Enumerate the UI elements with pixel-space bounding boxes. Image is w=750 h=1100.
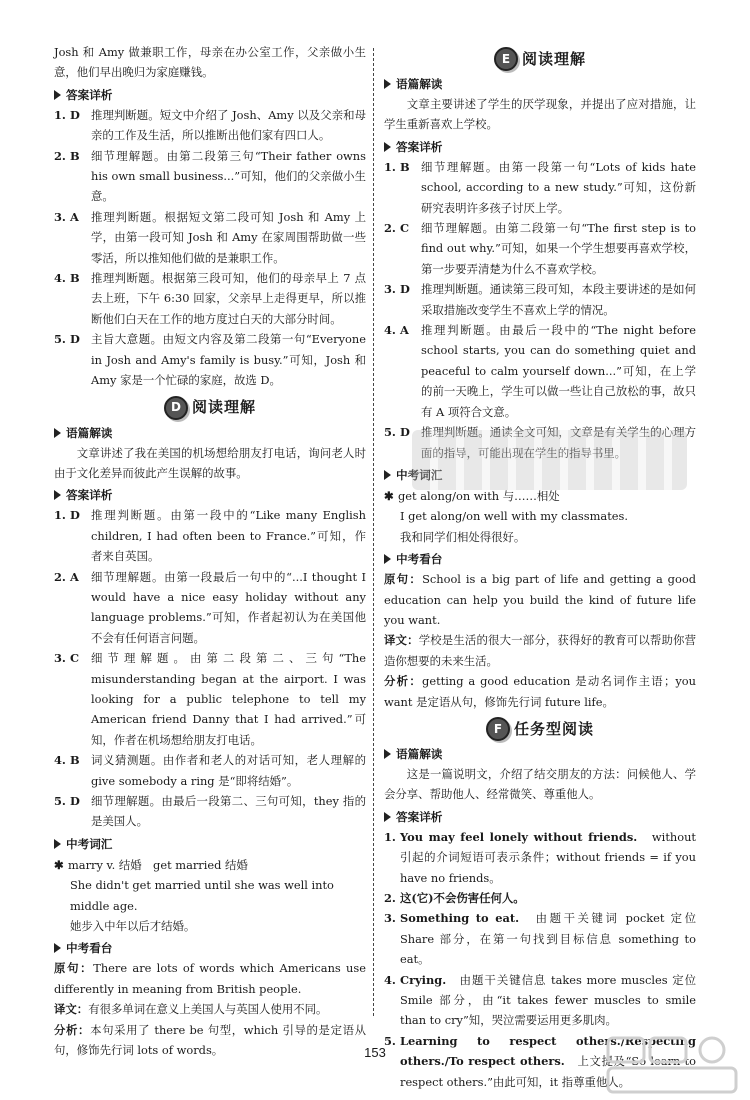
column-divider — [373, 48, 374, 1016]
answer-item: 5. D 推理判断题。通读全文可知，文章是有关学生的心理方面的指导，可能出现在学生的指导书里。 — [384, 425, 696, 460]
vocab-word: get along/on with 与……相处 — [398, 488, 560, 503]
answer-item: 4. B 推理判断题。根据第三段可知，他们的母亲早上 7 点去上班，下午 6:30 回家，父亲早上走得更早，所以推断他们白天在工作的地方度过白天的大部分时间。 — [54, 271, 366, 326]
section-title: 阅读理解 — [521, 49, 586, 68]
section-title: 阅读理解 — [191, 398, 256, 417]
triangle-icon — [54, 943, 61, 953]
watch-heading: 中考看台 — [384, 550, 696, 568]
answer-item: 2. C 细节理解题。由第二段第一句“The first step is to find out why.”可知，如果一个学生想要再喜欢学校，第一步要弄清楚为什么不喜欢学校。 — [384, 221, 696, 276]
analysis: 分析：getting a good education 是动名词作主语；you want 是定语从句，修饰先行词 future life。 — [384, 674, 696, 709]
triangle-icon — [384, 812, 391, 822]
answer-item: 1. You may feel lonely without friends. without 引起的介词短语可表示条件；without friends = if you have no friends。 — [384, 829, 696, 885]
section-badge: D — [164, 396, 188, 420]
original-sentence: 原句：There are lots of words which Americans use differently in meaning from British people. — [54, 961, 366, 996]
answer-item: 2. A 细节理解题。由第一段最后一句中的“...I thought I would have a nice easy holiday without any language problems.”可知，作者起初认为在美国他不会有任何语言问题。 — [54, 569, 366, 645]
answers-heading: 答案详析 — [54, 86, 366, 104]
analysis: 分析：本句采用了 there be 句型，which 引导的是定语从句，修饰先行词 lots of words。 — [54, 1022, 366, 1058]
translation: 译文：学校是生活的很大一部分，获得好的教育可以帮助你营造你想要的未来生活。 — [384, 633, 696, 668]
intro-paragraph: Josh 和 Amy 做兼职工作，母亲在办公室工作，父亲做小生意，他们早出晚归为家庭赚钱。 — [54, 45, 366, 80]
scan-smudge — [412, 430, 687, 490]
vocab-example-cn: 我和同学们相处得很好。 — [400, 529, 526, 544]
summary-heading: 语篇解读 — [384, 75, 696, 93]
section-badge: E — [494, 47, 518, 71]
answer-item: 1. B 细节理解题。由第一段第一句“Lots of kids hate school, according to a new study.”可知，这份新研究表明许多孩子讨厌上学。 — [384, 159, 696, 215]
original-sentence: 原句：School is a big part of life and getting a good education can help you build the kind of future life you want. — [384, 572, 696, 627]
vocab-example-en: I get along/on well with my classmates. — [400, 509, 628, 524]
answers-heading: 答案详析 — [54, 486, 366, 504]
answer-item: 5. Learning to respect others./Respecting others./To respect others. 上文提及“So learn to respect others.”由此可知，it 指尊重他人。 — [384, 1033, 696, 1089]
watermark-logo — [604, 1034, 744, 1096]
vocab-box — [384, 486, 696, 547]
triangle-icon — [384, 79, 391, 89]
triangle-icon — [54, 839, 61, 849]
page-number: 153 — [364, 1045, 386, 1060]
vocab-word: marry v. 结婚 get married 结婚 — [68, 857, 248, 872]
section-d-heading — [54, 395, 366, 421]
triangle-icon — [384, 749, 391, 759]
answer-item: 4. Crying. 由题干关键信息 takes more muscles 定位 Smile 部分，由“it takes fewer muscles to smile than to cry”知，哭泣需要运用更多肌肉。 — [384, 972, 696, 1028]
section-f-heading — [384, 716, 696, 742]
answer-item: 1. D 推理判断题。短文中介绍了 Josh、Amy 以及父亲和母亲的工作及生活，所以推断出他们家有四口人。 — [54, 107, 366, 143]
vocab-example-cn: 她步入中年以后才结婚。 — [70, 919, 196, 934]
right-column — [384, 42, 696, 1092]
triangle-icon — [54, 490, 61, 500]
summary-text: 这是一篇说明文，介绍了结交朋友的方法：问候他人、学会分享、帮助他人、经常微笑、尊重他人。 — [384, 766, 696, 802]
left-column — [54, 42, 366, 1060]
answers-heading: 答案详析 — [384, 138, 696, 156]
answer-item: 3. Something to eat. 由题干关键词 pocket 定位 Share 部分，在第一句找到目标信息 something to eat。 — [384, 911, 696, 967]
answer-item: 3. C 细节理解题。由第二段第二、三句“The misunderstanding began at the airport. I was looking for a public telephone to tell my American friend Danny that I had arrived.”可知，作者在机场想给朋友打电话。 — [54, 651, 366, 747]
section-badge: F — [486, 717, 510, 741]
summary-text: 文章讲述了我在美国的机场想给朋友打电话，询问老人时由于文化差异而彼此产生误解的故事。 — [54, 445, 366, 480]
summary-heading: 语篇解读 — [54, 424, 366, 442]
answers-heading: 答案详析 — [384, 808, 696, 826]
answer-item: 3. D 推理判断题。通读第三段可知，本段主要讲述的是如何采取措施改变学生不喜欢上学的情况。 — [384, 282, 696, 317]
answer-item: 2. 这(它)不会伤害任何人。 — [384, 891, 525, 905]
vocab-heading: 中考词汇 — [384, 466, 696, 484]
triangle-icon — [384, 554, 391, 564]
vocab-heading: 中考词汇 — [54, 835, 366, 853]
section-e-heading — [384, 46, 696, 72]
triangle-icon — [384, 142, 391, 152]
star-icon: ✱ — [384, 488, 394, 503]
answer-item: 5. D 细节理解题。由最后一段第二、三句可知，they 指的是美国人。 — [54, 794, 366, 829]
answer-item: 3. A 推理判断题。根据短文第二段可知 Josh 和 Amy 上学，由第一段可知 Josh 和 Amy 在家周围帮助做一些零活，所以推知他们做的是兼职工作。 — [54, 209, 366, 265]
star-icon: ✱ — [54, 857, 64, 872]
answer-item: 5. D 主旨大意题。由短文内容及第二段第一句“Everyone in Josh and Amy's family is busy.”可知，Josh 和 Amy 家是一个忙碌的家庭，故选 D。 — [54, 332, 366, 388]
watch-heading: 中考看台 — [54, 939, 366, 957]
vocab-box — [54, 855, 366, 937]
vocab-example-en: She didn't get married until she was well into middle age. — [70, 878, 334, 913]
answer-item: 4. A 推理判断题。由最后一段中的“The night before school starts, you can do something quiet and peaceful to calm yourself down...”可知，在上学的前一天晚上，学生可以做一些让自己放松的事，故只有 A 项符合文意。 — [384, 323, 696, 419]
triangle-icon — [54, 90, 61, 100]
summary-heading: 语篇解读 — [384, 745, 696, 763]
triangle-icon — [54, 428, 61, 438]
section-title: 任务型阅读 — [513, 719, 594, 738]
answer-item: 1. D 推理判断题。由第一段中的“Like many English children, I had often been to France.”可知，作者来自英国。 — [54, 508, 366, 564]
translation: 译文：有很多单词在意义上美国人与英国人使用不同。 — [54, 1002, 328, 1017]
summary-text: 文章主要讲述了学生的厌学现象，并提出了应对措施，让学生重新喜欢上学校。 — [384, 97, 696, 132]
triangle-icon — [384, 470, 391, 480]
answer-item: 2. B 细节理解题。由第二段第三句“Their father owns his own small business...”可知，他们的父亲做小生意。 — [54, 148, 366, 204]
answer-item: 4. B 词义猜测题。由作者和老人的对话可知，老人理解的 give somebody a ring 是“即将结婚”。 — [54, 753, 366, 788]
